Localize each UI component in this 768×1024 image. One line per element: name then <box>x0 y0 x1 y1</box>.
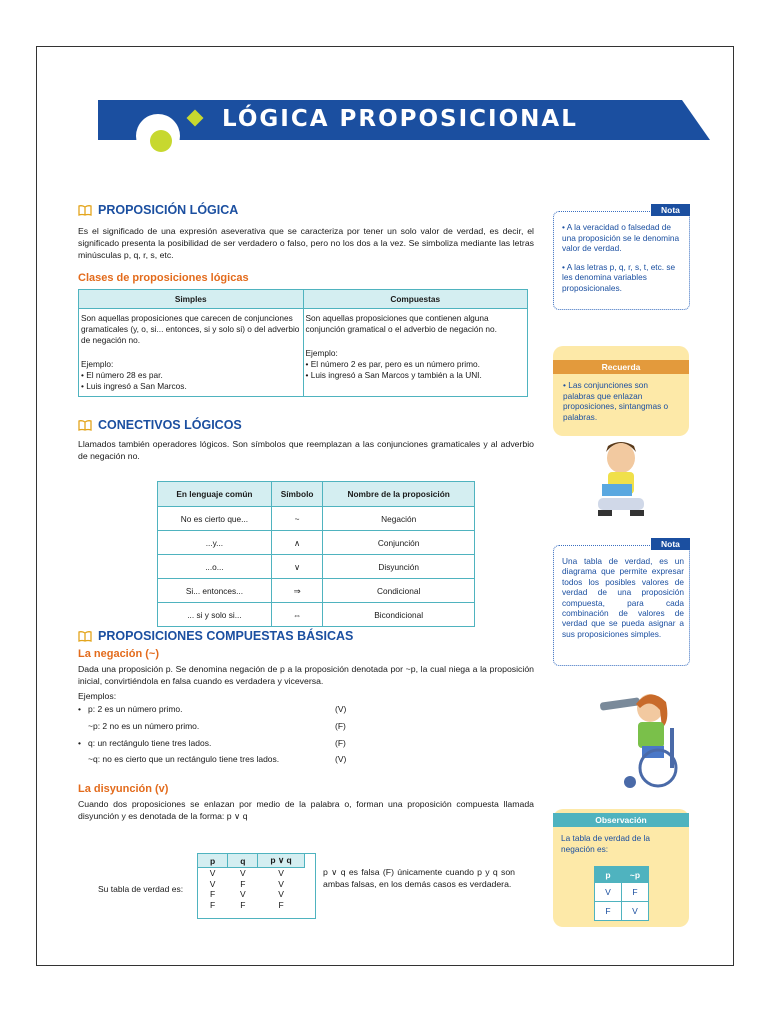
tv-cell: F <box>210 899 216 910</box>
cell-nombre: Negación <box>323 507 475 531</box>
header-compuestas: Compuestas <box>303 290 528 309</box>
recuerda-tag: Recuerda <box>553 360 689 374</box>
cell-lenguaje: ...y... <box>158 531 272 555</box>
cell-simbolo: ∧ <box>271 531 322 555</box>
disyuncion-truth-table <box>197 853 305 910</box>
tv-cell: V <box>239 889 246 899</box>
cell-lenguaje: ... si y solo si... <box>158 603 272 627</box>
nota-item: A la veracidad o falsedad de una proposición se le denomina valor de verdad. <box>562 222 680 253</box>
simples-ej-label: Ejemplo: <box>81 359 114 369</box>
table-row <box>158 579 475 603</box>
page-title: LÓGICA PROPOSICIONAL <box>222 106 578 132</box>
tv-label: Su tabla de verdad es: <box>98 884 184 894</box>
disyuncion-definition: Cuando dos proposiciones se enlazan por medio de la palabra o, forman una proposición compuesta llamada disyunción y es denotada de la forma: p ∨ q <box>78 799 534 821</box>
header-nombre: Nombre de la proposición <box>323 482 475 507</box>
tv-cell: V <box>595 883 622 902</box>
cell-nombre: Conjunción <box>323 531 475 555</box>
cell-lenguaje: No es cierto que... <box>158 507 272 531</box>
tv-cell: F <box>240 878 246 889</box>
header-simples: Simples <box>79 290 304 309</box>
nota-item: A las letras p, q, r, s, t, etc. se les denomina variables proposicionales. <box>562 261 676 293</box>
header-lenguaje: En lenguaje común <box>158 482 272 507</box>
table-row <box>595 902 649 921</box>
subtitle-negacion: La negación (~) <box>78 648 159 660</box>
cell-lenguaje: Si... entonces... <box>158 579 272 603</box>
bullet: • <box>78 704 81 714</box>
section-title-text: PROPOSICIONES COMPUESTAS BÁSICAS <box>98 629 354 643</box>
tv-cell: F <box>278 899 284 910</box>
tv-cell: V <box>278 868 284 878</box>
example-text: ~p: 2 no es un número primo. <box>88 721 200 731</box>
example-value: (F) <box>335 738 346 748</box>
tv-cell: V <box>209 868 216 878</box>
nota-tag-1: Nota <box>651 204 690 216</box>
table-row <box>198 889 305 900</box>
tv-cell: V <box>622 902 649 921</box>
compuestas-def: Son aquellas proposiciones que contienen alguna conjunción gramatical o el adverbio de negación no. <box>305 313 497 334</box>
header-simbolo: Símbolo <box>271 482 322 507</box>
tv-cell: V <box>209 878 216 889</box>
book-icon <box>78 420 92 431</box>
cell-simbolo: ⇒ <box>271 579 322 603</box>
negacion-definition: Dada una proposición p. Se denomina negación de p a la proposición denotada por ~p, la cual niega a la proposición inicial, convirtiéndola en falsa cuando es verdadera y viceversa. <box>78 664 534 686</box>
tv-header: ~p <box>622 867 649 883</box>
simples-def: Son aquellas proposiciones que carecen de conjunciones gramaticales (y, o, si... entonces, si y solo si) o del adverbio de negación no. <box>81 313 300 345</box>
example-row <box>78 738 81 748</box>
table-row <box>595 883 649 902</box>
table-row <box>158 531 475 555</box>
compuestas-ej-label: Ejemplo: <box>305 348 338 358</box>
nota-box-2 <box>553 545 690 666</box>
table-row <box>198 879 305 890</box>
cell-simbolo: ~ <box>271 507 322 531</box>
circle-inner-decoration <box>150 130 172 152</box>
tv-cell: F <box>210 889 216 899</box>
observacion-tag: Observación <box>553 813 689 827</box>
table-row <box>158 603 475 627</box>
cell-nombre: Condicional <box>323 579 475 603</box>
subtitle-disyuncion: La disyunción (v) <box>78 783 169 795</box>
conectivos-definition: Llamados también operadores lógicos. Son símbolos que reemplazan a las conjunciones gramaticales y al adverbio de negación no. <box>78 439 534 461</box>
example-value: (V) <box>335 754 347 764</box>
cell-compuestas <box>303 309 528 397</box>
recuerda-text: • Las conjunciones son palabras que enlazan proposiciones, sintangmas o palabras. <box>563 380 669 422</box>
cell-simbolo: ∨ <box>271 555 322 579</box>
simples-ej2: • Luis ingresó a San Marcos. <box>81 381 187 391</box>
example-text: p: 2 es un número primo. <box>88 704 183 714</box>
wheelchair-telescope-illustration <box>600 688 690 790</box>
cell-lenguaje: ...o... <box>158 555 272 579</box>
book-icon <box>78 631 92 642</box>
nota-box-1 <box>553 211 690 310</box>
example-value: (V) <box>335 704 347 714</box>
section-title-conectivos <box>78 418 242 432</box>
table-row <box>158 507 475 531</box>
subtitle-clases: Clases de proposiciones lógicas <box>78 272 249 284</box>
child-laptop-illustration <box>594 438 648 518</box>
tv-note: p ∨ q es falsa (F) únicamente cuando p y q son ambas falsas, en los demás casos es verdadera. <box>323 867 515 889</box>
table-row <box>158 555 475 579</box>
tv-cell: F <box>240 899 246 910</box>
recuerda-box <box>553 346 689 436</box>
section-title-text: CONECTIVOS LÓGICOS <box>98 418 242 432</box>
cell-nombre: Bicondicional <box>323 603 475 627</box>
tv-cell: V <box>239 868 246 878</box>
compuestas-ej2: • Luis ingresó a San Marcos y también a la UNI. <box>305 370 482 380</box>
section-title-text: PROPOSICIÓN LÓGICA <box>98 203 239 217</box>
proposicion-definition: Es el significado de una expresión aseverativa que se caracteriza por tener un solo valor de verdad, es decir, el significado presenta la posibilidad de ser verdadero o falso, pero no los dos a la vez. Se simboliza mediante las letras minúsculas p, q, r, s, etc. <box>78 226 534 260</box>
tv-cell: F <box>595 902 622 921</box>
tv-cell: F <box>622 883 649 902</box>
tv-header: p ∨ q <box>258 854 304 868</box>
nota-tag-2: Nota <box>651 538 690 550</box>
tv-header: p <box>595 867 622 883</box>
tv-cell: V <box>278 878 284 889</box>
book-icon <box>78 205 92 216</box>
bullet: • <box>78 738 81 748</box>
nota2-text: Una tabla de verdad, es un diagrama que permite expresar todos los posibles valores de verdad de una proposición compuesta, para cada combinación de valores de verdad que se pueda asignar a sus proposiciones simples. <box>562 556 684 639</box>
example-value: (F) <box>335 721 346 731</box>
table-row <box>198 900 305 911</box>
tv-header: p <box>198 854 228 868</box>
tv-cell: V <box>278 889 284 899</box>
cell-nombre: Disyunción <box>323 555 475 579</box>
cell-simbolo: ⇔ <box>271 603 322 627</box>
tv-header: q <box>228 854 258 868</box>
conectivos-table <box>157 481 475 627</box>
table-row <box>198 868 305 879</box>
cell-simples <box>79 309 304 397</box>
example-text: ~q: no es cierto que un rectángulo tiene tres lados. <box>88 754 280 764</box>
recuerda-text-content: Las conjunciones son palabras que enlazan proposiciones, sintangmas o palabras. <box>563 380 669 422</box>
section-title-compuestas <box>78 629 353 643</box>
compuestas-ej1: • El número 2 es par, pero es un número primo. <box>305 359 480 369</box>
observacion-text: La tabla de verdad de la negación es: <box>561 833 651 854</box>
ejemplos-label: Ejemplos: <box>78 691 117 701</box>
simples-ej1: • El número 28 es par. <box>81 370 163 380</box>
nota-list: • A la veracidad o falsedad de una proposición se le denomina valor de verdad. • A las letras p, q, r, s, t, etc. se les denomina variables proposicionales. <box>562 222 680 293</box>
negacion-truth-table <box>594 866 649 921</box>
section-title-proposicion <box>78 203 238 217</box>
example-row <box>78 704 81 714</box>
clases-table <box>78 289 528 397</box>
example-text: q: un rectángulo tiene tres lados. <box>88 738 212 748</box>
